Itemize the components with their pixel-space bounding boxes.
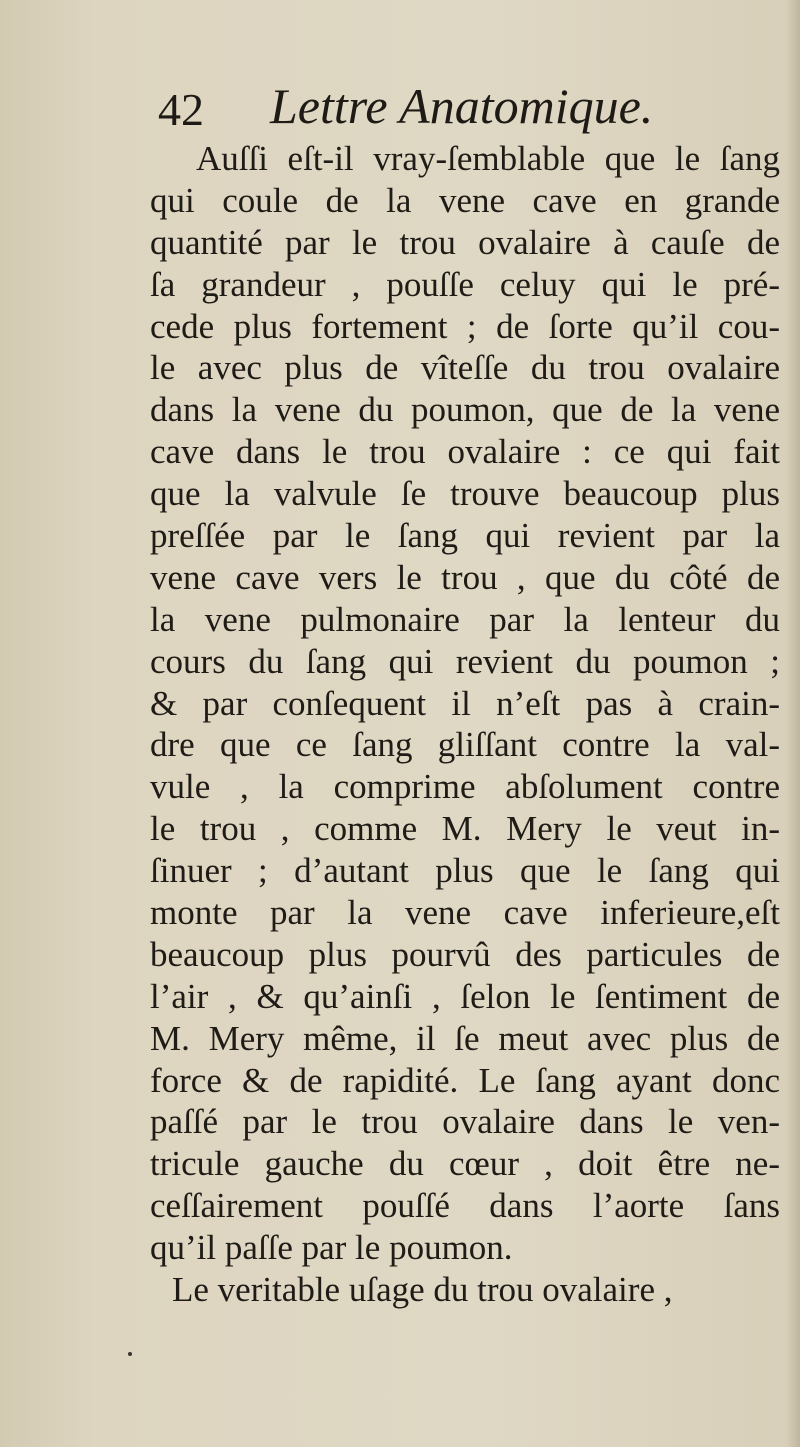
text-line: cede plus fortement ; de ſorte qu’il cou- [150, 306, 780, 346]
text-line: vene cave vers le trou , que du côté de [150, 557, 780, 597]
text-line: paſſé par le trou ovalaire dans le ven- [150, 1102, 780, 1142]
text-line: Le veritable uſage du trou ovalaire , [172, 1270, 673, 1310]
text-line: cave dans le trou ovalaire : ce qui fait [150, 432, 780, 472]
text-line: & par conſequent il n’eſt pas à crain- [150, 683, 780, 723]
body-text [150, 138, 780, 1311]
text-line: M. Mery même, il ſe meut avec plus de [150, 1018, 780, 1058]
text-line: l’air , & qu’ainſi , ſelon le ſentiment de [150, 976, 780, 1016]
text-line: le trou , comme M. Mery le veut in- [150, 809, 780, 849]
text-line: dre que ce ſang gliſſant contre la val- [150, 725, 780, 765]
text-line: ceſſairement pouſſé dans l’aorte ſans [150, 1186, 780, 1226]
text-line: que la valvule ſe trouve beaucoup plus [150, 474, 780, 514]
text-line: ſinuer ; d’autant plus que le ſang qui [150, 851, 780, 891]
text-line: preſſée par le ſang qui revient par la [150, 516, 780, 556]
text-line: vule , la comprime abſolument contre [150, 767, 780, 807]
page-number: 42 [158, 84, 204, 135]
text-line: cours du ſang qui revient du poumon ; [150, 641, 780, 681]
text-line: dans la vene du poumon, que de la vene [150, 390, 780, 430]
text-line: le avec plus de vîteſſe du trou ovalaire [150, 348, 780, 388]
text-line: qui coule de la vene cave en grande [150, 180, 780, 220]
text-line: beaucoup plus pourvû des particules de [150, 934, 780, 974]
ink-speck [128, 1352, 132, 1356]
text-line: monte par la vene cave inferieure,eſt [150, 893, 780, 933]
text-line: quantité par le trou ovalaire à cauſe de [150, 222, 780, 262]
page-header [140, 78, 780, 140]
text-line: tricule gauche du cœur , doit être ne- [150, 1144, 780, 1184]
text-line: la vene pulmonaire par la lenteur du [150, 599, 780, 639]
text-line: Auſſi eſt-il vray-ſemblable que le ſang [196, 139, 780, 178]
running-title: Lettre Anatomique. [270, 78, 654, 134]
text-line: qu’il paſſe par le poumon. [150, 1228, 513, 1268]
text-line: ſa grandeur , pouſſe celuy qui le pré- [150, 264, 780, 304]
text-line: force & de rapidité. Le ſang ayant donc [150, 1060, 780, 1100]
page-edge-shadow [786, 0, 800, 1447]
